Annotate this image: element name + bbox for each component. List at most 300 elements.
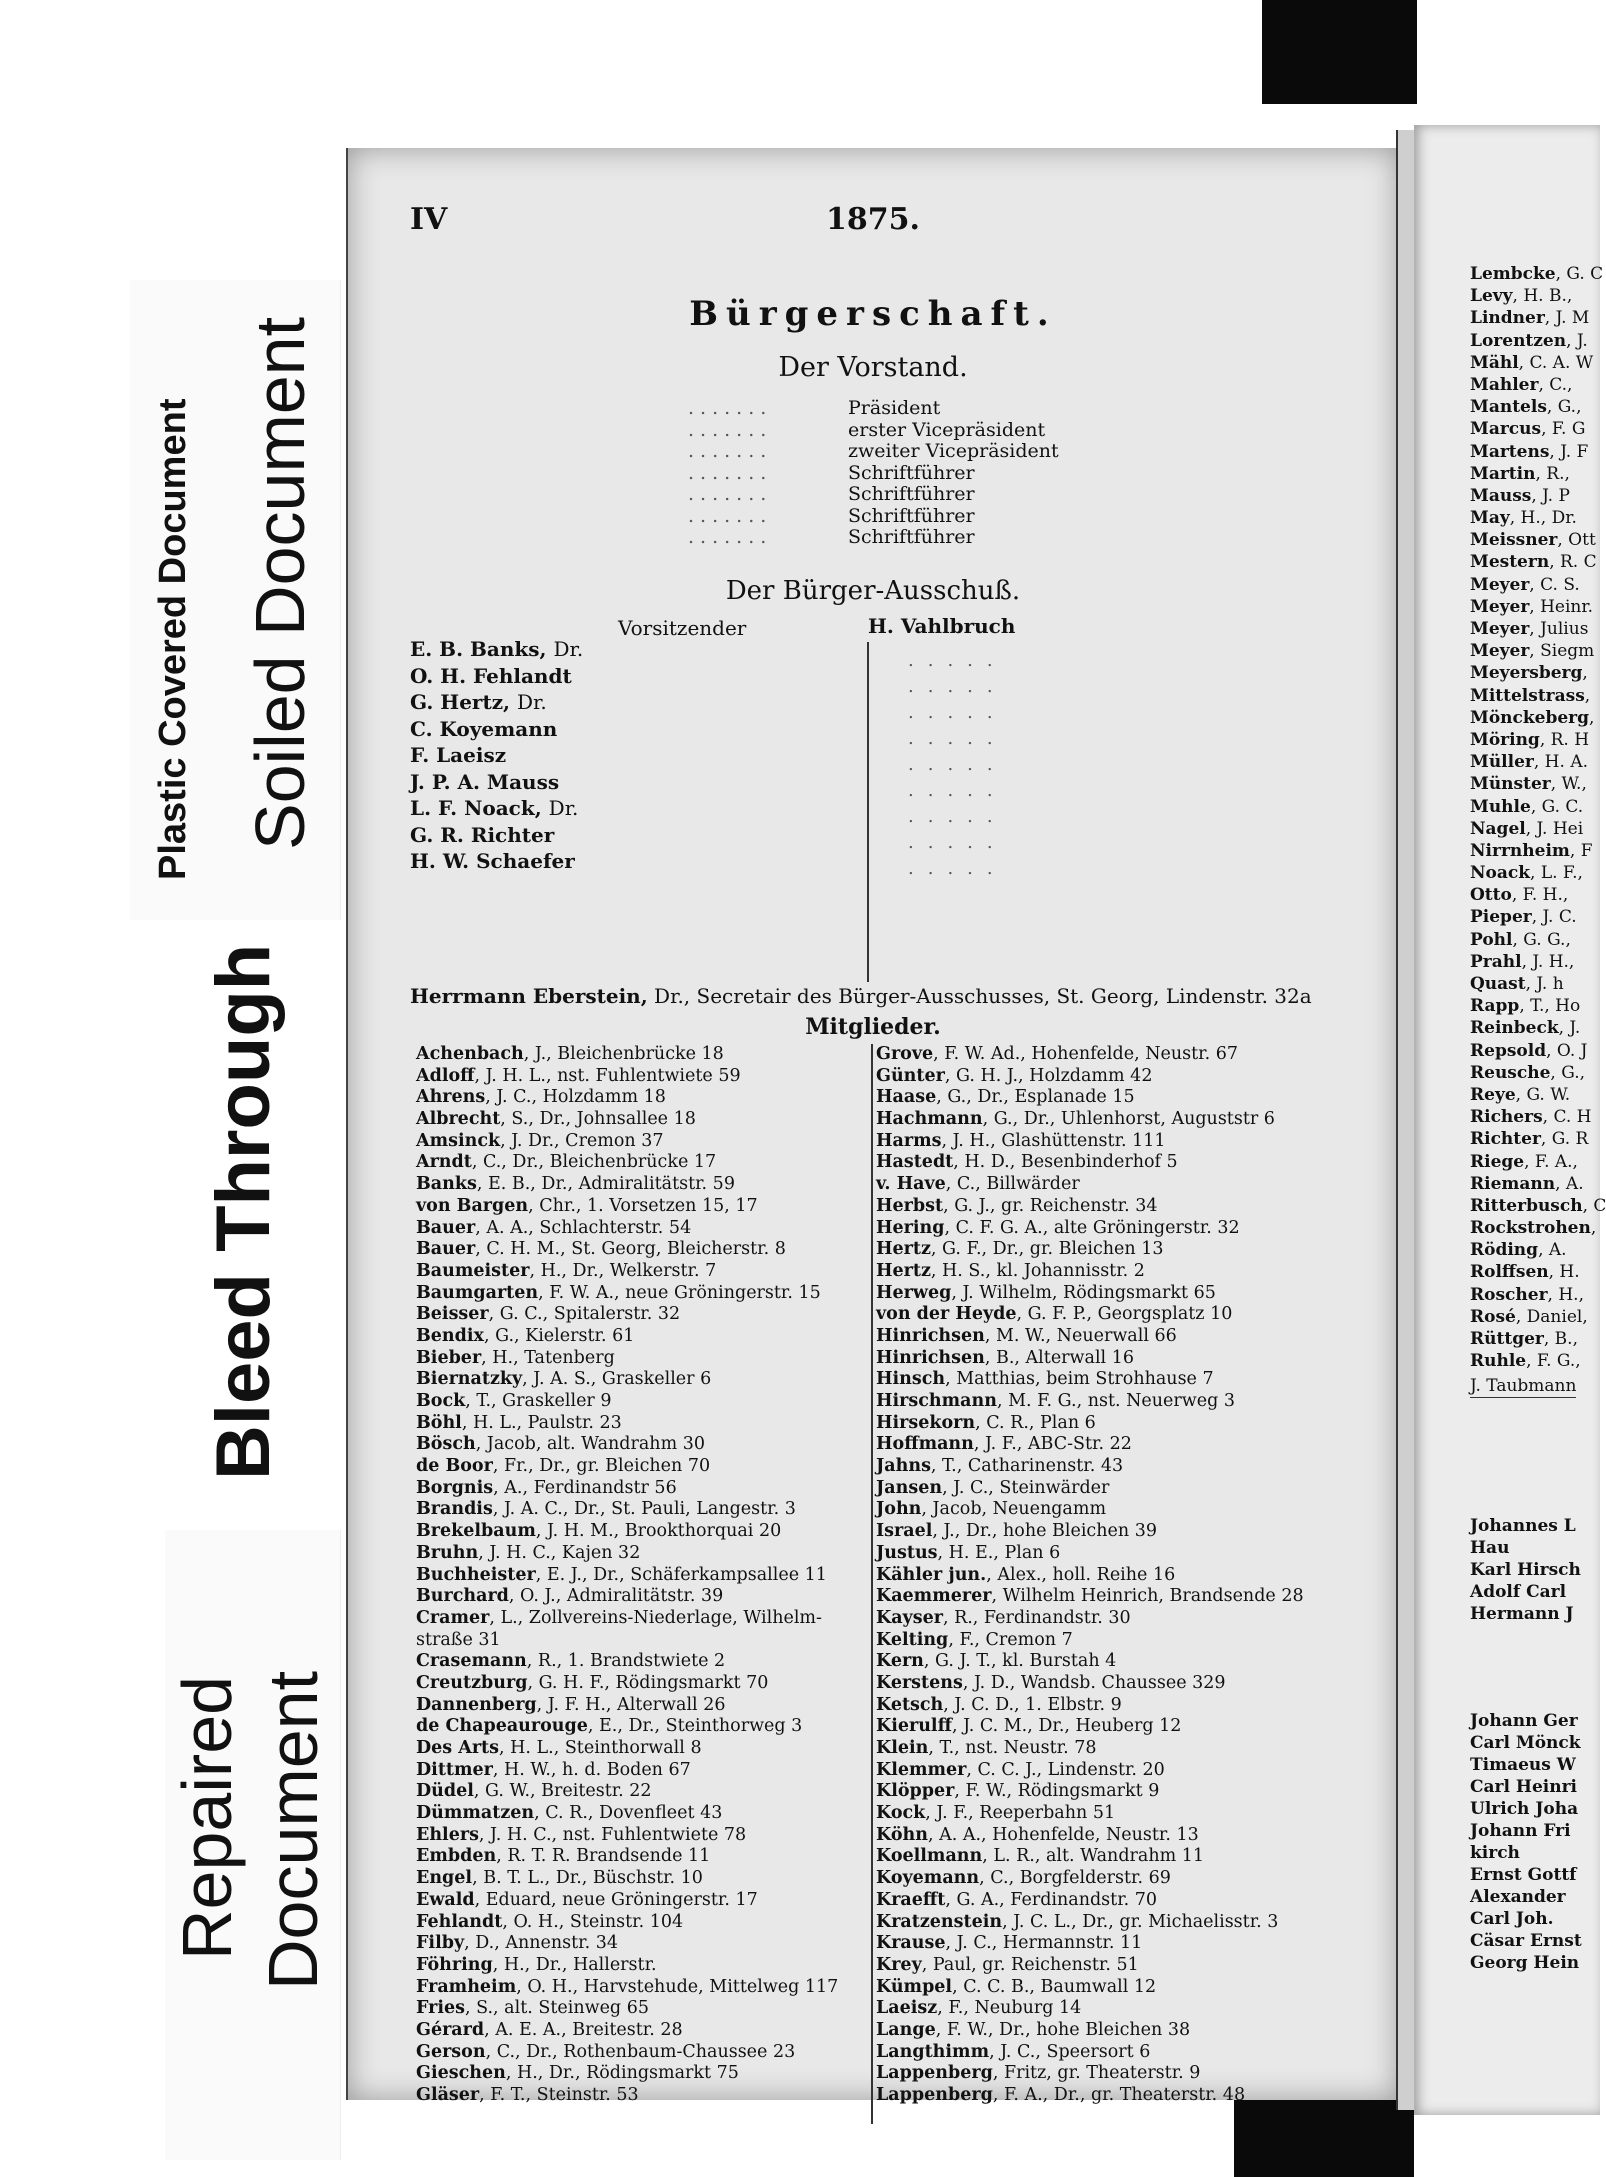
member-entry: Borgnis, A., Ferdinandstr 56 [416, 1477, 677, 1498]
member-entry: Ketsch, J. C. D., 1. Elbstr. 9 [876, 1694, 1122, 1715]
member-surname: Günter [876, 1065, 945, 1086]
member-entry: Dümmatzen, C. R., Dovenfleet 43 [416, 1803, 723, 1824]
facing-name-entry: Mittelstrass, [1470, 685, 1591, 706]
member-surname: John [876, 1499, 922, 1520]
member-surname: Bösch [416, 1434, 476, 1455]
facing-name-entry: Möring, R. H [1470, 729, 1590, 750]
member-surname: Ehlers [416, 1824, 479, 1845]
member-entry: Jansen, J. C., Steinwärder [876, 1477, 1110, 1498]
member-entry: von der Heyde, G. F. P., Georgsplatz 10 [876, 1304, 1233, 1325]
member-surname: von Bargen [416, 1195, 529, 1216]
member-surname: Beisser [416, 1304, 489, 1325]
member-entry: Dittmer, H. W., h. d. Boden 67 [416, 1759, 691, 1780]
member-surname: Klöpper [876, 1781, 955, 1802]
member-surname: Hinrichsen [876, 1347, 985, 1368]
member-surname: Crasemann [416, 1651, 527, 1672]
facing-name-entry: Mauss, J. P [1470, 485, 1570, 506]
member-surname: Fehlandt [416, 1911, 503, 1932]
member-surname: Justus [876, 1542, 938, 1563]
facing-surname: Quast [1470, 974, 1526, 994]
member-entry: Herweg, J. Wilhelm, Rödingsmarkt 65 [876, 1282, 1216, 1303]
member-entry: Fries, S., alt. Steinweg 65 [416, 1998, 649, 2019]
facing-name-entry: Meyersberg, [1470, 663, 1588, 684]
member-entry: Brekelbaum, J. H. M., Brookthorquai 20 [416, 1521, 782, 1542]
facing-name-entry: Nirrnheim, F [1470, 840, 1593, 861]
mitglieder-heading: Mitglieder. [805, 1014, 941, 1040]
member-name: G. R. Richter [410, 822, 555, 847]
member-entry: Böhl, H. L., Paulstr. 23 [416, 1412, 622, 1433]
facing-surname: Reye [1470, 1084, 1516, 1105]
member-entry: Ahrens, J. C., Holzdamm 18 [416, 1087, 666, 1108]
facing-surname: Mauss [1470, 485, 1532, 506]
facing-surname: Repsold [1470, 1040, 1547, 1061]
member-surname: Kelting [876, 1629, 949, 1650]
member-surname: Koyemann [876, 1868, 980, 1889]
member-name: F. Laeisz [410, 743, 507, 767]
page-number: IV [410, 202, 448, 237]
member-name: O. H. Fehlandt [410, 663, 572, 688]
member-entry: Kähler jun., Alex., holl. Reihe 16 [876, 1564, 1176, 1585]
facing-name-entry: Rolffsen, H. [1470, 1262, 1580, 1283]
member-surname: Filby [416, 1933, 465, 1954]
member-entry: Ewald, Eduard, neue Gröningerstr. 17 [416, 1889, 758, 1910]
members-right-column [876, 1044, 1304, 2107]
member-surname: Creutzburg [416, 1672, 528, 1693]
member-entry: straße 31 [416, 1629, 501, 1650]
member-surname: Kerstens [876, 1672, 963, 1693]
facing-surname: Mönckeberg [1470, 707, 1590, 728]
member-entry: Hering, C. F. G. A., alte Gröningerstr. 32 [876, 1217, 1240, 1238]
member-surname: Krause [876, 1933, 946, 1954]
member-entry: Bösch, Jacob, alt. Wandrahm 30 [416, 1434, 705, 1455]
facing-surname: Martens [1470, 441, 1550, 462]
facing-name-entry: Reye, G. W. [1470, 1084, 1571, 1105]
facing-name-entry: Otto, F. H., [1470, 885, 1569, 906]
facing-name-entry: Noack, L. F., [1470, 863, 1583, 884]
facing-surname: Meyer [1470, 641, 1530, 662]
member-entry: Köhn, A. A., Hohenfelde, Neustr. 13 [876, 1824, 1199, 1845]
member-surname: Bauer [416, 1217, 476, 1238]
member-surname: Adloff [416, 1065, 475, 1086]
member-surname: Lange [876, 2019, 936, 2040]
member-surname: Arndt [416, 1152, 472, 1173]
member-surname: Lappenberg [876, 2085, 993, 2105]
facing-name-entry: Reusche, G., [1470, 1062, 1585, 1083]
member-surname: Herweg [876, 1282, 952, 1303]
facing-name-entry: Levy, H. B., [1470, 286, 1573, 307]
member-entry: Creutzburg, G. H. F., Rödingsmarkt 70 [416, 1672, 769, 1693]
member-entry: Kratzenstein, J. C. L., Dr., gr. Michaelisstr. 3 [876, 1911, 1279, 1932]
member-surname: Bock [416, 1391, 466, 1411]
member-entry: Bock, T., Graskeller 9 [416, 1391, 612, 1411]
member-surname: Biernatzky [416, 1369, 523, 1390]
facing-surname: Mähl [1470, 352, 1519, 373]
member-surname: Hastedt [876, 1152, 954, 1173]
facing-name-entry: Lindner, J. M [1470, 308, 1590, 329]
facing-name-entry: Meyer, C. S. [1470, 574, 1580, 595]
members-left-column [416, 1044, 838, 2107]
member-entry: Engel, B. T. L., Dr., Büschstr. 10 [416, 1868, 703, 1889]
member-surname: Brekelbaum [416, 1521, 536, 1542]
member-surname: Dittmer [416, 1759, 493, 1780]
facing-surname: Mittelstrass [1470, 685, 1585, 706]
facing-name-entry: Mähl, C. A. W [1470, 352, 1594, 373]
member-entry: Kern, G. J. T., kl. Burstah 4 [876, 1651, 1117, 1672]
member-entry: Krey, Paul, gr. Reichenstr. 51 [876, 1954, 1139, 1975]
facing-surname: Nagel [1470, 818, 1526, 839]
member-entry: Bruhn, J. H. C., Kajen 32 [416, 1542, 641, 1563]
vorstand-heading: Der Vorstand. [778, 352, 968, 383]
secretary-line [410, 984, 1312, 1008]
facing-name-entry: Meissner, Ott [1470, 530, 1596, 551]
ausschuss-member-list [410, 636, 583, 875]
member-surname: Jansen [876, 1477, 943, 1498]
facing-surname: Pieper [1470, 907, 1532, 928]
facing-surname: Reinbeck [1470, 1018, 1559, 1039]
facing-block-entry: Ernst Gottf [1470, 1865, 1577, 1885]
facing-name-entry: Rockstrohen, [1470, 1218, 1597, 1239]
facing-page-footnote: J. Taubmann [1470, 1376, 1577, 1396]
member-entry: Albrecht, S., Dr., Johnsallee 18 [416, 1109, 696, 1130]
facing-surname: Roscher [1470, 1284, 1548, 1305]
facing-name-entry: Meyer, Julius [1470, 619, 1589, 639]
member-entry: Dannenberg, J. F. H., Alterwall 26 [416, 1694, 726, 1715]
facing-surname: Reusche [1470, 1062, 1551, 1083]
member-entry: Lappenberg, Fritz, gr. Theaterstr. 9 [876, 2063, 1201, 2084]
member-entry: Brandis, J. A. C., Dr., St. Pauli, Langestr. 3 [416, 1499, 796, 1520]
member-entry: Hirschmann, M. F. G., nst. Neuerweg 3 [876, 1391, 1235, 1411]
member-entry: Baumeister, H., Dr., Welkerstr. 7 [416, 1260, 717, 1281]
member-entry: Buchheister, E. J., Dr., Schäferkampsallee 11 [416, 1564, 827, 1585]
member-entry: Bieber, H., Tatenberg [416, 1347, 615, 1368]
facing-block-entry: Cäsar Ernst [1470, 1931, 1582, 1951]
member-entry: Burchard, O. J., Admiralitätstr. 39 [416, 1586, 724, 1607]
member-entry: Gérard, A. E. A., Breitestr. 28 [416, 2019, 683, 2040]
member-entry: Koellmann, L. R., alt. Wandrahm 11 [876, 1846, 1205, 1867]
member-surname: Albrecht [416, 1109, 501, 1130]
facing-name-entry: Martens, J. F [1470, 441, 1589, 462]
member-surname: Des Arts [416, 1738, 499, 1758]
member-surname: Fries [416, 1998, 465, 2019]
facing-surname: Levy [1470, 286, 1513, 307]
member-entry: Gläser, F. T., Steinstr. 53 [416, 2085, 639, 2105]
facing-block-entry: Karl Hirsch [1470, 1560, 1581, 1580]
member-entry: Hoffmann, J. F., ABC-Str. 22 [876, 1434, 1132, 1455]
member-entry: Biernatzky, J. A. S., Graskeller 6 [416, 1369, 712, 1390]
member-surname: Borgnis [416, 1477, 494, 1498]
member-entry: Arndt, C., Dr., Bleichenbrücke 17 [416, 1152, 717, 1173]
facing-block-entry: Hau [1470, 1538, 1510, 1558]
facing-surname: Müller [1470, 752, 1534, 773]
member-surname: Langthimm [876, 2041, 990, 2062]
member-title: Dr. [516, 690, 547, 714]
member-surname: Böhl [416, 1412, 462, 1433]
facing-surname: Rüttger [1470, 1329, 1544, 1349]
member-entry: Adloff, J. H. L., nst. Fuhlentwiete 59 [416, 1065, 741, 1086]
page-title: Bürgerschaft. [689, 294, 1057, 334]
member-entry: Kayser, R., Ferdinandstr. 30 [876, 1607, 1131, 1628]
member-surname: Köhn [876, 1824, 928, 1845]
member-surname: Dümmatzen [416, 1803, 535, 1824]
officer-role: Schriftführer [848, 461, 975, 484]
member-entry: Hirsekorn, C. R., Plan 6 [876, 1412, 1096, 1433]
member-surname: Engel [416, 1868, 473, 1889]
member-entry: Gerson, C., Dr., Rothenbaum-Chaussee 23 [416, 2041, 796, 2062]
member-surname: Kähler jun. [876, 1564, 987, 1585]
facing-surname: Prahl [1470, 951, 1522, 972]
member-entry: Harms, J. H., Glashüttenstr. 111 [876, 1130, 1166, 1151]
member-surname: Baumgarten [416, 1282, 539, 1303]
member-entry: Hachmann, G., Dr., Uhlenhorst, Auguststr 6 [876, 1109, 1275, 1130]
officer-role: zweiter Vicepräsident [848, 440, 1059, 462]
facing-name-entry: Mantels, G., [1470, 397, 1582, 418]
facing-surname: Mantels [1470, 397, 1547, 418]
member-entry: Hinrichsen, M. W., Neuerwall 66 [876, 1325, 1177, 1346]
member-surname: Lappenberg [876, 2063, 993, 2084]
member-entry: Günter, G. H. J., Holzdamm 42 [876, 1065, 1153, 1086]
member-entry: Crasemann, R., 1. Brandstwiete 2 [416, 1651, 726, 1672]
member-surname: Föhring [416, 1954, 493, 1975]
member-surname: Gérard [416, 2019, 485, 2040]
member-name: E. B. Banks, [410, 637, 547, 661]
member-entry: Amsinck, J. Dr., Cremon 37 [416, 1130, 664, 1151]
member-surname: Hachmann [876, 1109, 983, 1130]
member-surname: Gerson [416, 2041, 486, 2062]
facing-name-entry: Martin, R., [1470, 463, 1570, 484]
facing-surname: Richers [1470, 1107, 1543, 1128]
facing-block-entry: Ulrich Joha [1470, 1799, 1579, 1819]
member-entry: Hertz, G. F., Dr., gr. Bleichen 13 [876, 1239, 1164, 1260]
member-surname: Hirschmann [876, 1391, 997, 1411]
facing-name-entry: Mönckeberg, [1470, 707, 1595, 728]
member-name: G. Hertz, [410, 690, 511, 714]
member-entry: Israel, J., Dr., hohe Bleichen 39 [876, 1521, 1157, 1542]
facing-name-entry: Rosé, Daniel, [1470, 1306, 1588, 1327]
facing-surname: Mestern [1470, 552, 1550, 573]
member-entry: Lappenberg, F. A., Dr., gr. Theaterstr. 48 [876, 2085, 1246, 2105]
member-entry: von Bargen, Chr., 1. Vorsetzen 15, 17 [416, 1195, 758, 1216]
facing-name-entry: Muhle, G. C. [1470, 796, 1584, 817]
member-column-divider [871, 1044, 873, 2124]
facing-name-entry: Röding, A. [1470, 1240, 1567, 1261]
facing-surname: Meyer [1470, 596, 1530, 617]
facing-name-entry: Richers, C. H [1470, 1107, 1592, 1128]
facing-surname: Riemann [1470, 1173, 1556, 1194]
facing-page-block-2 [1470, 1710, 1582, 1974]
member-surname: Bruhn [416, 1542, 479, 1563]
facing-surname: Meissner [1470, 530, 1558, 551]
facing-surname: Lorentzen [1470, 330, 1567, 351]
member-surname: von der Heyde [876, 1304, 1017, 1325]
member-entry: Kock, J. F., Reeperbahn 51 [876, 1803, 1116, 1824]
member-entry: Föhring, H., Dr., Hallerstr. [416, 1954, 657, 1975]
facing-surname: Rosé [1470, 1306, 1516, 1327]
member-entry: Klein, T., nst. Neustr. 78 [876, 1738, 1097, 1758]
member-entry: Ehlers, J. H. C., nst. Fuhlentwiete 78 [416, 1824, 747, 1845]
facing-name-entry: May, H., Dr. [1470, 508, 1577, 529]
member-surname: Hirsekorn [876, 1412, 976, 1433]
facing-surname: Rapp [1470, 996, 1520, 1017]
facing-surname: Richter [1470, 1129, 1541, 1150]
facing-name-entry: Riege, F. A., [1470, 1151, 1578, 1172]
member-entry: Klöpper, F. W., Rödingsmarkt 9 [876, 1781, 1160, 1802]
facing-name-entry: Meyer, Siegm [1470, 641, 1595, 662]
facing-name-entry: Ritterbusch, C [1470, 1195, 1606, 1216]
member-surname: Hertz [876, 1260, 931, 1281]
label-document: Document [254, 1670, 332, 1990]
member-surname: Achenbach [416, 1044, 524, 1064]
member-surname: Kierulff [876, 1716, 952, 1737]
label-bleed-through: Bleed Through [201, 943, 286, 1480]
label-repaired: Repaired [168, 1675, 246, 1960]
facing-block-entry: Johann Fri [1470, 1821, 1571, 1841]
facing-name-entry: Mahler, C., [1470, 374, 1573, 395]
member-entry: Kümpel, C. C. B., Baumwall 12 [876, 1976, 1157, 1997]
member-surname: Ahrens [416, 1087, 486, 1108]
member-entry: Des Arts, H. L., Steinthorwall 8 [416, 1738, 702, 1758]
member-entry: Hertz, H. S., kl. Johannisstr. 2 [876, 1260, 1145, 1281]
facing-page-name-list [1470, 263, 1606, 1372]
member-name: J. P. A. Mauss [410, 769, 560, 794]
member-surname: Ewald [416, 1889, 475, 1910]
facing-surname: Otto [1470, 885, 1512, 906]
facing-block-entry: Carl Mönck [1470, 1733, 1581, 1753]
secretary-name: Herrmann Eberstein, [410, 984, 648, 1008]
member-entry: Jahns, T., Catharinenstr. 43 [876, 1456, 1124, 1477]
document-page [346, 148, 1398, 2105]
member-surname: Kock [876, 1803, 926, 1824]
dotted-placeholders: ..... ..... ..... ..... ..... ..... ..... ..... ..... [908, 650, 1007, 879]
facing-block-entry: Georg Hein [1470, 1953, 1580, 1973]
facing-block-entry: Johannes L [1470, 1516, 1576, 1536]
officer-list: ....... Präsident ....... erster Vicepräsident ....... zweiter Vicepräsident ....... Schriftführer ....... Schriftführer ....... Schriftführer ....... Schriftführer [688, 397, 1059, 548]
member-entry: Haase, G., Dr., Esplanade 15 [876, 1087, 1135, 1108]
facing-surname: Rockstrohen [1470, 1218, 1591, 1239]
member-surname: de Boor [416, 1456, 493, 1477]
member-surname: Baumeister [416, 1260, 530, 1281]
officer-role: Schriftführer [848, 526, 975, 548]
facing-block-entry: Alexander [1470, 1887, 1566, 1907]
member-surname: Düdel [416, 1781, 474, 1802]
member-entry: Baumgarten, F. W. A., neue Gröningerstr. 15 [416, 1282, 821, 1303]
member-entry: Justus, H. E., Plan 6 [876, 1542, 1061, 1563]
member-entry: Kerstens, J. D., Wandsb. Chaussee 329 [876, 1672, 1226, 1693]
facing-block-entry: Adolf Carl [1470, 1582, 1567, 1602]
member-surname: Haase [876, 1087, 937, 1108]
member-surname: Kratzenstein [876, 1911, 1003, 1932]
facing-surname: Lembcke [1470, 264, 1556, 284]
member-entry: Kelting, F., Cremon 7 [876, 1629, 1073, 1650]
facing-surname: Meyer [1470, 574, 1530, 595]
member-surname: de Chapeaurouge [416, 1716, 588, 1737]
member-entry: Lange, F. W., Dr., hohe Bleichen 38 [876, 2019, 1191, 2040]
secretary-details: Dr., Secretair des Bürger-Ausschusses, St. Georg, Lindenstr. 32a [654, 984, 1312, 1008]
member-entry: Beisser, G. C., Spitalerstr. 32 [416, 1304, 681, 1325]
facing-name-entry: Quast, J. h [1470, 974, 1564, 994]
vorsitz-label: Vorsitzender [618, 616, 747, 640]
facing-name-entry: Rapp, T., Ho [1470, 996, 1581, 1017]
facing-name-entry: Lembcke, G. C [1470, 264, 1604, 284]
member-name: H. W. Schaefer [410, 849, 575, 873]
facing-surname: Lindner [1470, 308, 1545, 329]
facing-name-entry: Münster, W., [1470, 774, 1587, 795]
facing-surname: Meyersberg [1470, 663, 1583, 684]
facing-name-entry: Mestern, R. C [1470, 552, 1597, 573]
facing-name-entry: Richter, G. R [1470, 1129, 1589, 1150]
member-surname: Krey [876, 1954, 922, 1975]
facing-surname: Marcus [1470, 419, 1542, 440]
facing-surname: Ruhle [1470, 1351, 1527, 1372]
ausschuss-heading: Der Bürger-Ausschuß. [725, 576, 1021, 606]
officer-role: Schriftführer [848, 483, 975, 505]
member-entry: Bendix, G., Kielerstr. 61 [416, 1325, 635, 1346]
member-surname: v. Have [876, 1174, 946, 1195]
member-surname: Hinsch [876, 1369, 946, 1390]
facing-surname: Röding [1470, 1240, 1539, 1261]
facing-name-entry: Pieper, J. C. [1470, 907, 1577, 928]
page-year: 1875. [826, 202, 920, 237]
member-surname: Kümpel [876, 1976, 953, 1997]
member-entry: Bauer, C. H. M., St. Georg, Bleicherstr. 8 [416, 1239, 786, 1260]
member-entry: Hinrichsen, B., Alterwall 16 [876, 1347, 1134, 1368]
facing-surname: Martin [1470, 463, 1536, 484]
facing-name-entry: Lorentzen, J. [1470, 330, 1588, 351]
member-entry: de Chapeaurouge, E., Dr., Steinthorweg 3 [416, 1716, 803, 1737]
member-entry: Bauer, A. A., Schlachterstr. 54 [416, 1217, 692, 1238]
facing-surname: Münster [1470, 774, 1551, 795]
member-entry: Achenbach, J., Bleichenbrücke 18 [416, 1044, 724, 1064]
label-soiled: Soiled Document [241, 316, 319, 850]
member-surname: Buchheister [416, 1564, 536, 1585]
member-entry: Klemmer, C. C. J., Lindenstr. 20 [876, 1759, 1165, 1780]
officer-role: Präsident [848, 397, 941, 419]
facing-surname: Pohl [1470, 929, 1513, 950]
member-surname: Laeisz [876, 1998, 938, 2019]
officer-role: erster Vicepräsident [848, 418, 1046, 441]
member-surname: Amsinck [416, 1130, 501, 1151]
member-surname: Harms [876, 1130, 942, 1151]
facing-name-entry: Müller, H. A. [1470, 752, 1588, 773]
member-surname: Jahns [876, 1456, 931, 1477]
member-surname: Cramer [416, 1607, 490, 1628]
member-surname: Ketsch [876, 1694, 944, 1715]
member-entry: John, Jacob, Neuengamm [876, 1499, 1107, 1520]
facing-name-entry: Prahl, J. H., [1470, 951, 1575, 972]
member-surname: Gläser [416, 2085, 480, 2105]
member-surname: Herbst [876, 1195, 944, 1216]
member-entry: Fehlandt, O. H., Steinstr. 104 [416, 1911, 684, 1932]
member-entry: Kraefft, G. A., Ferdinandstr. 70 [876, 1889, 1158, 1910]
facing-block-entry: Timaeus W [1470, 1755, 1576, 1775]
member-name: L. F. Noack, [410, 796, 542, 820]
member-entry: Kaemmerer, Wilhelm Heinrich, Brandsende 28 [876, 1586, 1304, 1607]
facing-page-block-1 [1470, 1515, 1581, 1625]
member-surname: Hoffmann [876, 1434, 974, 1455]
facing-surname: Noack [1470, 863, 1531, 884]
facing-name-entry: Meyer, Heinr. [1470, 596, 1594, 617]
member-entry: Langthimm, J. C., Speersort 6 [876, 2041, 1151, 2062]
member-surname: Hertz [876, 1239, 931, 1260]
facing-block-entry: Hermann J [1470, 1604, 1574, 1624]
facing-surname: May [1470, 508, 1510, 529]
facing-block-entry: kirch [1470, 1843, 1520, 1863]
member-entry: Düdel, G. W., Breitestr. 22 [416, 1781, 652, 1802]
member-entry: Herbst, G. J., gr. Reichenstr. 34 [876, 1195, 1158, 1216]
member-surname: Bauer [416, 1239, 476, 1260]
facing-name-entry: Reinbeck, J. [1470, 1018, 1581, 1039]
member-surname: Kern [876, 1651, 924, 1672]
facing-name-entry: Pohl, G. G., [1470, 929, 1571, 950]
